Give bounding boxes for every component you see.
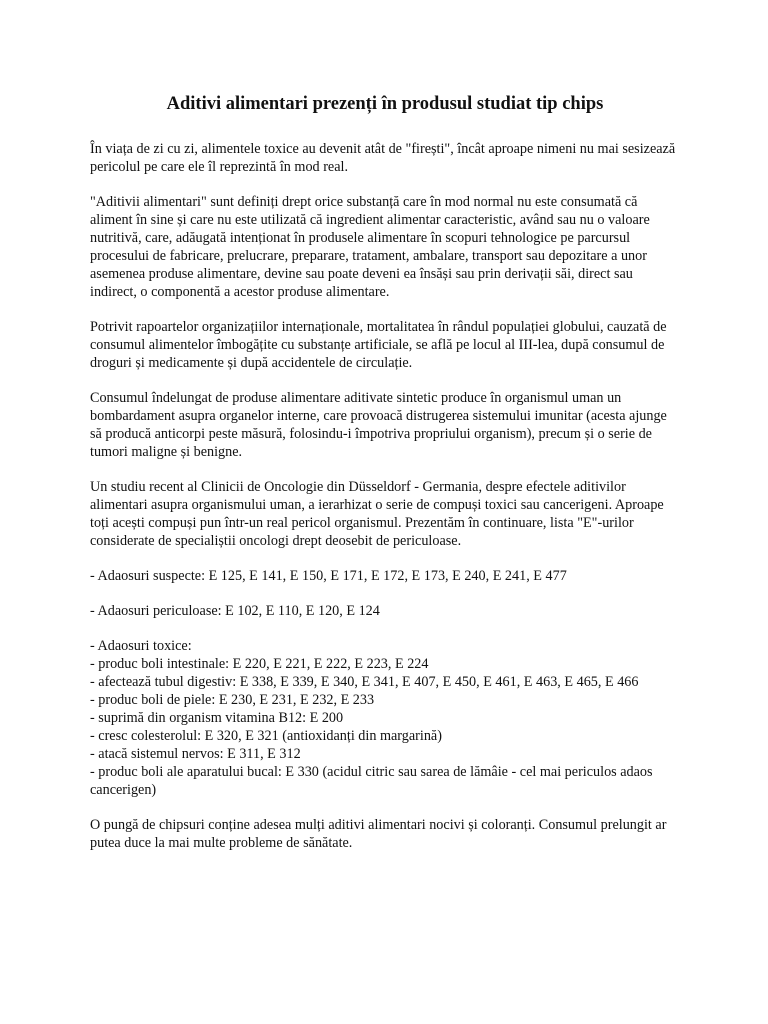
list-item: - atacă sistemul nervos: E 311, E 312 [90,746,301,762]
document-page [90,92,680,869]
toxic-heading: - Adaosuri toxice: [90,638,192,654]
paragraph-effects: Consumul îndelungat de produse alimentare aditivate sintetic produce în organismul uman un bombardament asupra organelor interne, care provoacă distrugerea sistemului imunitar (acesta ajunge să producă anticorpi peste măsură, folosindu-i împotriva propriului organism), precum și o serie de tumori maligne și benigne. [90,390,667,460]
paragraph-definition: "Aditivii alimentari" sunt definiți drept orice substanță care în mod normal nu este consumată că aliment în sine și care nu este utilizată că ingredient alimentar caracteristic, având sau nu o valoare nutritivă, care, adăugată intenționat în produsele alimentare în scopuri tehnologice pe parcursul procesului de fabricare, prelucrare, preparare, tratament, ambalare, transport sau depozitare a unor asemenea produse alimentare, devine sau poate deveni ea însăși sau prin derivații săi, direct sau indirect, o componentă a acestor produse alimentare. [90,194,650,300]
suspect-additives-line: - Adaosuri suspecte: E 125, E 141, E 150, E 171, E 172, E 173, E 240, E 241, E 477 [90,568,567,584]
document-title: Aditivi alimentari prezenți în produsul studiat tip chips [166,94,604,114]
list-item: - afectează tubul digestiv: E 338, E 339, E 340, E 341, E 407, E 450, E 461, E 463, E 465, E 466 [90,674,639,690]
list-item: - produc boli intestinale: E 220, E 221, E 222, E 223, E 224 [90,656,429,672]
list-item: - cresc colesterolul: E 320, E 321 (antioxidanți din margarină) [90,728,442,744]
dangerous-additives-line: - Adaosuri periculoase: E 102, E 110, E 120, E 124 [90,603,380,619]
list-item: - produc boli de piele: E 230, E 231, E 232, E 233 [90,692,375,708]
list-item: - suprimă din organism vitamina B12: E 200 [90,710,344,726]
paragraph-closing: O pungă de chipsuri conține adesea mulți aditivi alimentari nocivi și coloranți. Consumul prelungit ar putea duce la mai multe probleme de sănătate. [90,817,667,851]
paragraph-mortality: Potrivit rapoartelor organizațiilor internaționale, mortalitatea în rândul populației globului, cauzată de consumul alimentelor îmbogățite cu substanțe artificiale, se află pe locul al III-lea, după consumul de droguri și medicamente și după accidentele de circulație. [90,319,667,371]
list-item: - produc boli ale aparatului bucal: E 330 (acidul citric sau sarea de lămâie - cel mai periculos adaos cancerigen) [90,764,653,798]
paragraph-intro: În viața de zi cu zi, alimentele toxice au devenit atât de "firești", încât aproape nimeni nu mai sesizează pericolul pe care ele îl reprezintă în mod real. [90,141,676,175]
paragraph-study: Un studiu recent al Clinicii de Oncologie din Düsseldorf - Germania, despre efectele aditivilor alimentari asupra organismului uman, a ierarhizat o serie de compuși toxici sau cancerigeni. Aproape toți acești compuși pun într-un real pericol organismul. Prezentăm în continuare, lista "E"-urilor considerate de specialiștii oncologi drept deosebit de periculoase. [90,479,664,549]
toxic-additives-list [90,637,680,799]
